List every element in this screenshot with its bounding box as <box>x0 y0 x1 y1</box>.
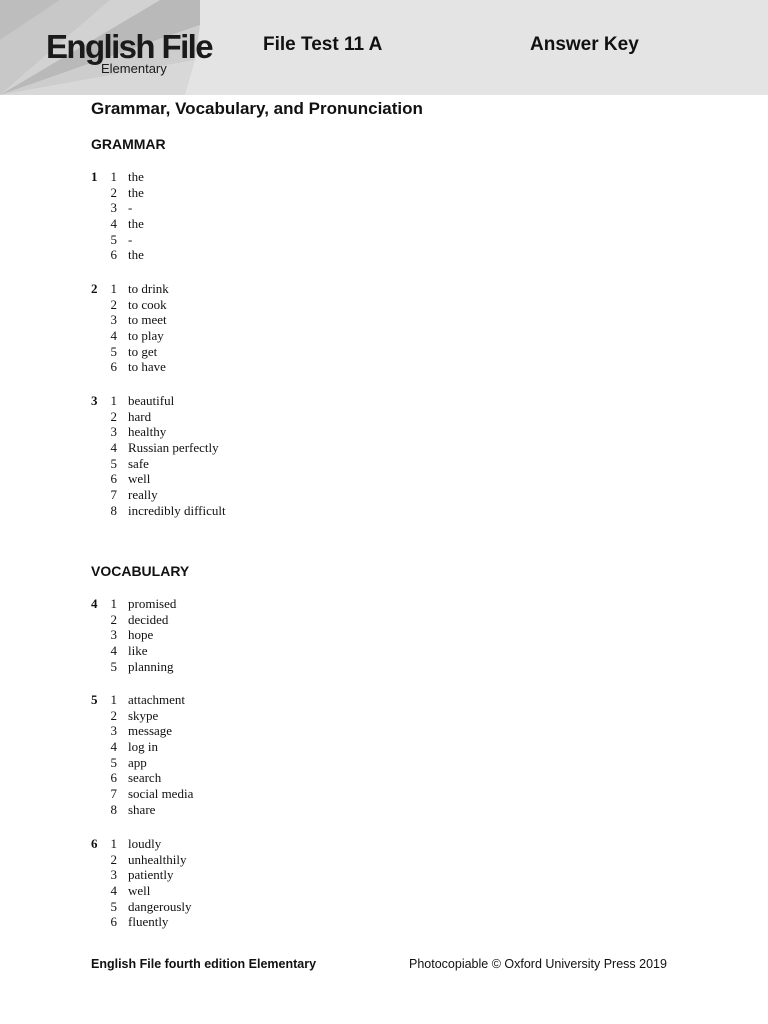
exercise-number: 1 <box>91 169 98 184</box>
answer-text: hope <box>128 627 154 643</box>
main-heading: Grammar, Vocabulary, and Pronunciation <box>91 99 423 118</box>
item-number: 7 <box>110 786 117 802</box>
answer-text: unhealthily <box>128 851 187 867</box>
item-number: 1 <box>110 596 117 611</box>
answer-text: patiently <box>128 867 174 883</box>
answer-text: incredibly difficult <box>128 502 226 518</box>
item-number: 5 <box>110 898 117 914</box>
answer-text: safe <box>128 455 149 471</box>
answer-text: attachment <box>128 692 186 707</box>
answer-text: like <box>128 643 148 659</box>
answer-text: the <box>128 216 144 232</box>
answer-text: share <box>128 801 156 817</box>
item-number: 1 <box>110 836 117 851</box>
item-number: 5 <box>110 231 117 247</box>
test-title: File Test 11 A <box>263 34 383 55</box>
section-heading-grammar: GRAMMAR <box>91 136 166 152</box>
answer-text: to play <box>128 328 164 344</box>
answer-text: to cook <box>128 296 167 312</box>
item-number: 4 <box>110 739 117 755</box>
logo-title: English File <box>46 28 212 65</box>
item-number: 8 <box>110 502 117 518</box>
answer-text: message <box>128 723 173 739</box>
item-number: 6 <box>110 914 117 930</box>
answer-text: Russian perfectly <box>128 440 219 456</box>
answer-text: planning <box>128 658 174 674</box>
exercise-number: 2 <box>91 281 98 296</box>
answer-text: promised <box>128 596 177 611</box>
item-number: 5 <box>110 455 117 471</box>
answer-text: to meet <box>128 312 167 328</box>
item-number: 6 <box>110 247 117 263</box>
exercise-number: 3 <box>91 393 98 408</box>
item-number: 2 <box>110 707 117 723</box>
answer-text: to have <box>128 359 166 375</box>
answer-text: well <box>128 883 151 899</box>
page-header <box>0 0 768 95</box>
answer-text: to get <box>128 343 158 359</box>
item-number: 3 <box>110 627 117 643</box>
section-heading-vocabulary: VOCABULARY <box>91 563 190 579</box>
item-number: 3 <box>110 867 117 883</box>
answer-text: search <box>128 770 162 786</box>
item-number: 3 <box>110 723 117 739</box>
item-number: 4 <box>110 328 117 344</box>
footer-edition: English File fourth edition Elementary <box>91 957 317 971</box>
item-number: 1 <box>110 169 117 184</box>
item-number: 3 <box>110 200 117 216</box>
item-number: 7 <box>110 487 117 503</box>
footer-copyright: Photocopiable © Oxford University Press 2019 <box>409 957 667 971</box>
answer-text: the <box>128 184 144 200</box>
logo-subtitle: Elementary <box>101 61 167 76</box>
item-number: 5 <box>110 754 117 770</box>
item-number: 2 <box>110 184 117 200</box>
answer-text: decided <box>128 611 169 627</box>
answer-text: to drink <box>128 281 169 296</box>
item-number: 4 <box>110 643 117 659</box>
answer-text: healthy <box>128 424 167 440</box>
item-number: 4 <box>110 883 117 899</box>
answer-text: hard <box>128 408 152 424</box>
answer-text: dangerously <box>128 898 192 914</box>
item-number: 2 <box>110 408 117 424</box>
answer-text: fluently <box>128 914 169 930</box>
item-number: 3 <box>110 424 117 440</box>
answer-text: log in <box>128 739 158 755</box>
answer-key-label: Answer Key <box>530 34 639 55</box>
answer-text: beautiful <box>128 393 175 408</box>
item-number: 2 <box>110 851 117 867</box>
item-number: 6 <box>110 359 117 375</box>
item-number: 4 <box>110 440 117 456</box>
item-number: 8 <box>110 801 117 817</box>
item-number: 5 <box>110 658 117 674</box>
answer-text: loudly <box>128 836 162 851</box>
item-number: 6 <box>110 471 117 487</box>
exercise-number: 6 <box>91 836 98 851</box>
answer-text: well <box>128 471 151 487</box>
answer-text: really <box>128 487 158 503</box>
answer-text: app <box>128 754 147 770</box>
item-number: 4 <box>110 216 117 232</box>
answer-text: - <box>128 200 133 216</box>
item-number: 2 <box>110 611 117 627</box>
item-number: 2 <box>110 296 117 312</box>
item-number: 1 <box>110 692 117 707</box>
answer-text: the <box>128 169 144 184</box>
item-number: 1 <box>110 281 117 296</box>
answer-text: the <box>128 247 144 263</box>
answer-text: social media <box>128 786 194 802</box>
answer-text: skype <box>128 707 159 723</box>
exercise-number: 4 <box>91 596 98 611</box>
item-number: 5 <box>110 343 117 359</box>
exercise-number: 5 <box>91 692 98 707</box>
item-number: 1 <box>110 393 117 408</box>
item-number: 3 <box>110 312 117 328</box>
answer-text: - <box>128 231 133 247</box>
item-number: 6 <box>110 770 117 786</box>
